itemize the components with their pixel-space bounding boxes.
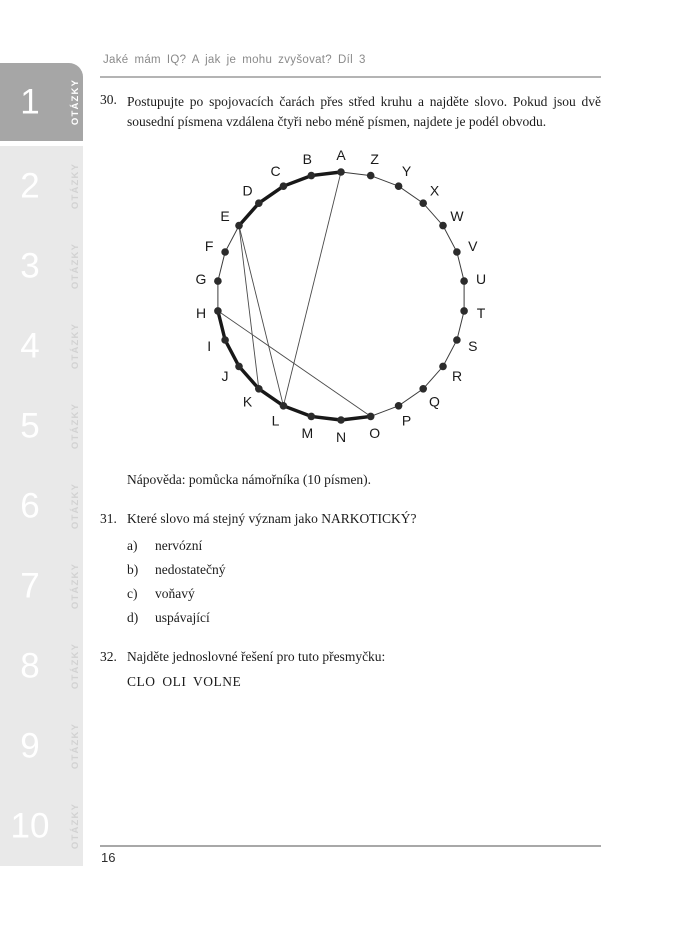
sidebar-tab-3 <box>0 226 83 306</box>
question-32-number: 32. <box>100 649 117 664</box>
letter-dot-H <box>214 307 222 315</box>
question-31-number: 31. <box>100 511 117 526</box>
letter-dot-R <box>439 363 447 371</box>
letter-dot-U <box>460 277 468 285</box>
letter-label-S: S <box>468 337 478 354</box>
thick-arc-A-E <box>239 172 341 226</box>
tab-label: OTÁZKY <box>69 402 81 450</box>
letter-dot-W <box>439 222 447 230</box>
chord-A-L <box>283 172 341 406</box>
letter-dot-D <box>255 199 263 207</box>
tab-number: 5 <box>20 406 40 446</box>
letter-dot-M <box>308 413 316 421</box>
letter-label-D: D <box>242 182 253 199</box>
option-c <box>127 586 195 602</box>
letter-dot-Y <box>395 182 403 190</box>
tab-label: OTÁZKY <box>69 78 81 126</box>
sidebar-tab-5 <box>0 386 83 466</box>
sidebar-tab-10 <box>0 786 83 866</box>
letter-dot-C <box>280 182 288 190</box>
option-letter: b) <box>127 562 139 577</box>
option-a <box>127 538 202 554</box>
letter-label-B: B <box>302 151 312 167</box>
tab-label: OTÁZKY <box>69 722 81 770</box>
sidebar-tab-7 <box>0 546 83 626</box>
tab-label: OTÁZKY <box>69 162 81 210</box>
tab-label: OTÁZKY <box>69 562 81 610</box>
chord-E-L <box>239 226 283 406</box>
letter-dot-S <box>453 336 461 344</box>
question-32-text: Najděte jednoslovné řešení pro tuto přesmyčku: <box>127 649 386 664</box>
sidebar-tab-4 <box>0 306 83 386</box>
option-text: nervózní <box>155 538 203 553</box>
letter-dot-T <box>460 307 468 315</box>
letter-dot-F <box>221 248 229 256</box>
anagram-text: CLO OLI VOLNE <box>127 674 242 689</box>
letter-label-H: H <box>195 304 207 321</box>
tab-number: 2 <box>20 166 40 206</box>
letter-circle-diagram <box>150 145 540 445</box>
question-30-text: Postupujte po spojovacích čarách přes střed kruhu a najděte slovo. Pokud jsou dvě sousední písmena vzdálena čtyři nebo méně písmen, najdete je podél obvodu. <box>127 94 601 129</box>
letter-dot-K <box>255 385 263 393</box>
tab-label: OTÁZKY <box>69 482 81 530</box>
letter-dot-A <box>337 168 345 176</box>
letter-label-Y: Y <box>401 163 412 180</box>
letter-dot-V <box>453 248 461 256</box>
letter-dot-O <box>367 413 375 421</box>
tab-label: OTÁZKY <box>69 802 81 850</box>
letter-dot-I <box>221 336 229 344</box>
tab-number: 10 <box>10 806 50 846</box>
question-30-number: 30. <box>100 92 117 107</box>
letter-dot-N <box>337 416 345 424</box>
letter-label-Z: Z <box>370 151 379 167</box>
letter-label-X: X <box>429 182 440 199</box>
letter-label-G: G <box>195 270 207 287</box>
letter-label-W: W <box>450 207 464 224</box>
letter-label-E: E <box>220 207 230 224</box>
page-number: 16 <box>101 850 116 865</box>
tab-label: OTÁZKY <box>69 642 81 690</box>
letter-label-A: A <box>336 146 346 163</box>
option-letter: d) <box>127 610 139 625</box>
tab-number: 6 <box>20 486 40 526</box>
letter-label-I: I <box>207 337 212 354</box>
letter-dot-G <box>214 277 222 285</box>
letter-dot-Z <box>367 172 375 180</box>
letter-label-V: V <box>468 237 478 254</box>
letter-label-R: R <box>451 368 463 384</box>
sidebar-tab-6 <box>0 466 83 546</box>
option-text: voňavý <box>155 586 195 601</box>
option-letter: c) <box>127 586 138 601</box>
header-rule <box>100 76 601 78</box>
letter-dot-Q <box>419 385 427 393</box>
option-text: nedostatečný <box>155 562 226 577</box>
letter-dot-X <box>419 199 427 207</box>
letter-label-U: U <box>475 270 487 287</box>
letter-label-M: M <box>301 424 314 441</box>
tab-label: OTÁZKY <box>69 322 81 370</box>
tab-number: 1 <box>20 82 40 122</box>
letter-dot-J <box>235 363 243 371</box>
hint-text: Nápověda: pomůcka námořníka (10 písmen). <box>127 472 372 487</box>
question-31-text: Které slovo má stejný význam jako NARKOTICKÝ? <box>127 511 417 526</box>
letter-label-P: P <box>401 412 412 429</box>
footer-rule <box>100 845 601 847</box>
letter-dot-B <box>308 172 316 180</box>
tab-number: 9 <box>20 726 40 766</box>
sidebar-tab-8 <box>0 626 83 706</box>
option-d <box>127 610 210 626</box>
letter-dot-L <box>280 402 288 410</box>
letter-label-T: T <box>476 304 486 321</box>
tab-label: OTÁZKY <box>69 242 81 290</box>
letter-label-J: J <box>221 368 229 384</box>
letter-label-L: L <box>271 412 280 429</box>
letter-label-C: C <box>270 163 281 180</box>
tab-number: 3 <box>20 246 40 286</box>
tab-number: 8 <box>20 646 40 686</box>
letter-label-K: K <box>242 393 253 410</box>
sidebar-tab-2 <box>0 146 83 226</box>
option-b <box>127 562 225 578</box>
option-letter: a) <box>127 538 138 553</box>
tab-number: 7 <box>20 566 40 606</box>
letter-label-N: N <box>335 428 347 445</box>
letter-dot-E <box>235 222 243 230</box>
tab-number: 4 <box>20 326 40 366</box>
letter-dot-P <box>395 402 403 410</box>
letter-label-O: O <box>369 424 381 441</box>
option-text: uspávající <box>155 610 210 625</box>
sidebar-tab-1 <box>0 63 83 141</box>
page-title: Jaké mám IQ? A jak je mohu zvyšovat? Díl 3 <box>103 54 366 66</box>
sidebar-tab-9 <box>0 706 83 786</box>
letter-label-Q: Q <box>429 393 440 410</box>
letter-label-F: F <box>204 237 214 254</box>
